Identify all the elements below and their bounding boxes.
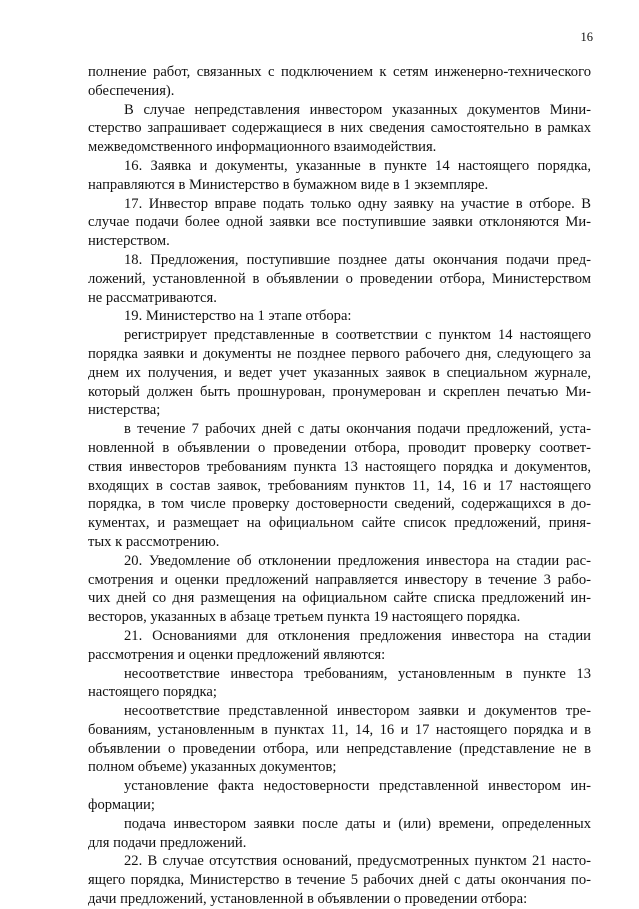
text-line: кументах, и размещает на официальном сайте список предложений, приня- [88,515,591,532]
text-line: межведомственного информационного взаимодействия. [88,139,437,156]
text-line: стерство запрашивает содержащиеся в них сведения самостоятельно в рамках [88,120,591,137]
text-line: порядка, в том числе проверку достоверности сведений, содержащихся в до- [88,496,591,513]
text-line: не рассматриваются. [88,289,217,306]
text-line: полнение работ, связанных с подключением к сетям инженерно-технического [88,64,591,80]
text-line: рассмотрения и оценки предложений являются: [88,646,386,663]
text-line: 22. В случае отсутствия оснований, предусмотренных пунктом 21 насто- [124,853,591,870]
text-line: формации; [88,797,155,814]
text-line: нистерства; [88,402,161,419]
text-line: регистрирует представленные в соответствии с пунктом 14 настоящего [124,327,591,344]
text-line: направляются в Министерство в бумажном виде в 1 экземпляре. [88,176,489,193]
text-line: В случае непредставления инвестором указанных документов Мини- [124,101,591,118]
text-line: 19. Министерство на 1 этапе отбора: [124,308,352,325]
text-line: объявлении о проведении отбора, или непредставление (представление не в [88,740,591,757]
text-line: несоответствие представленной инвестором заявки и документов тре- [124,703,591,720]
text-line: для подачи предложений. [88,834,247,851]
text-line: весторов, указанных в абзаце третьем пункта 19 настоящего порядка. [88,609,521,626]
text-line: несоответствие инвестора требованиям, установленным в пункте 13 [124,665,591,682]
text-line: 17. Инвестор вправе подать только одну заявку на участие в отборе. В [124,195,591,212]
text-line: нистерством. [88,233,170,250]
page-number: 16 [580,30,593,44]
text-line: 20. Уведомление об отклонении предложения инвестора на стадии рас- [124,552,591,569]
text-line: дачи предложений, установленной в объявлении о проведении отбора: [88,891,528,908]
text-line: 18. Предложения, поступившие позднее даты окончания подачи пред- [124,251,591,268]
text-line: случае подачи более одной заявки все поступившие заявки отклоняются Ми- [88,214,591,231]
text-line: днем их получения, и ведет учет указанных заявок в специальном журнале, [88,364,591,381]
text-line: чих дней со дня размещения на официальном сайте списка предложений ин- [88,590,591,607]
text-line: ствия инвесторов требованиям пункта 13 настоящего порядка и документов, [88,458,591,475]
text-line: полном объеме) указанных документов; [88,759,337,776]
text-line: входящих в состав заявок, требованиям пунктов 11, 14, 16 и 17 настоящего [88,477,591,494]
text-line: настоящего порядка; [88,684,217,701]
text-line: 16. Заявка и документы, указанные в пункте 14 настоящего порядка, [124,157,591,174]
text-line: подача инвестором заявки после даты и (или) времени, определенных [124,815,591,832]
text-line: смотрения и оценки предложений направляется инвестору в течение 3 рабо- [88,571,591,588]
text-line: новленной в объявлении о проведении отбора, проводит проверку соответ- [88,439,591,456]
text-line: в течение 7 рабочих дней с даты окончания подачи предложений, уста- [124,421,591,438]
text-line: тых к рассмотрению. [88,533,220,550]
text-line: который должен быть прошнурован, пронумерован и скреплен печатью Ми- [88,383,591,400]
text-line: бованиям, установленным в пунктах 11, 14, 16 и 17 настоящего порядка и в [88,721,591,738]
document-text [88,63,591,909]
text-line: обеспечения). [88,82,175,99]
text-line: порядка заявки и документы не позднее первого рабочего дня, следующего за [88,345,591,362]
text-line: 21. Основаниями для отклонения предложения инвестора на стадии [124,627,591,644]
text-line: ящего порядка, Министерство в течение 5 рабочих дней с даты окончания по- [88,872,591,889]
text-line: установление факта недостоверности представленной инвестором ин- [124,778,591,795]
text-line: ложений, установленной в объявлении о проведении отбора, Министерством [88,270,591,287]
